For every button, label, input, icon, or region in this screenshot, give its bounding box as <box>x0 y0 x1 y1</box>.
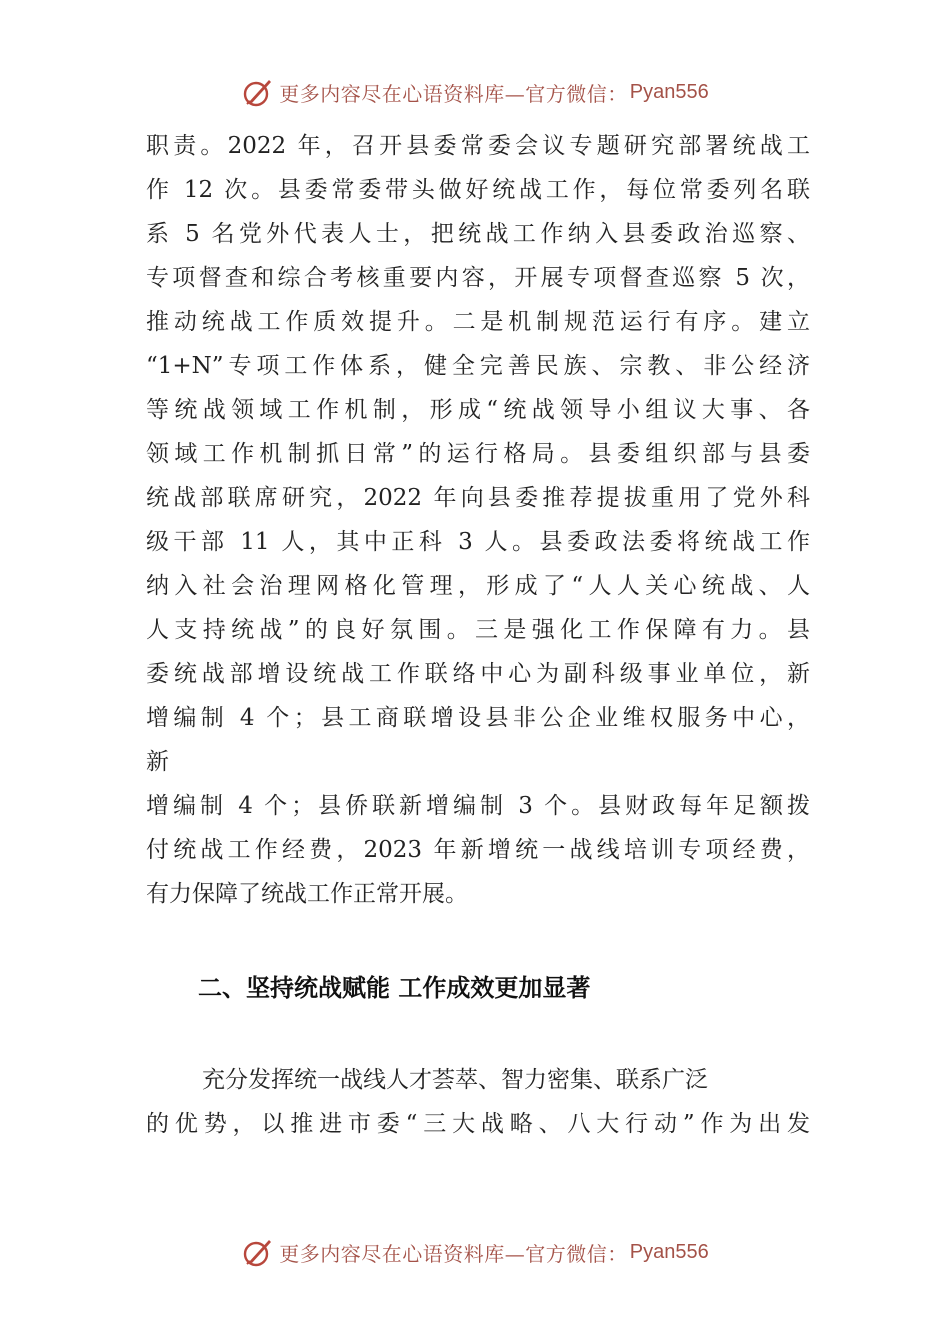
quill-pen-logo-icon <box>241 1235 275 1269</box>
quill-pen-logo-icon <box>241 75 275 109</box>
text-line: 系 5 名党外代表人士，把统战工作纳入县委政治巡察、 <box>146 221 810 247</box>
paragraph-continuation <box>146 124 810 916</box>
text-line: “1+N”专项工作体系，健全完善民族、宗教、非公经济 <box>146 353 810 379</box>
text-line: 职责。2022 年，召开县委常委会议专题研究部署统战工 <box>146 133 810 159</box>
text-line: 充分发挥统一战线人才荟萃、智力密集、联系广泛 <box>202 1067 708 1093</box>
text-line: 委统战部增设统战工作联络中心为副科级事业单位，新 <box>146 661 810 687</box>
text-line: 专项督查和综合考核重要内容，开展专项督查巡察 5 次， <box>146 265 810 291</box>
text-line: 的优势，以推进市委“三大战略、八大行动”作为出发 <box>146 1111 810 1137</box>
text-line: 人支持统战”的良好氛围。三是强化工作保障有力。县 <box>146 617 810 643</box>
text-line: 统战部联席研究，2022 年向县委推荐提拔重用了党外科 <box>146 485 810 511</box>
header-banner <box>0 72 950 112</box>
text-line: 作 12 次。县委常委带头做好统战工作，每位常委列名联 <box>146 177 810 203</box>
text-line: 领域工作机制抓日常”的运行格局。县委组织部与县委 <box>146 441 810 467</box>
text-line: 增编制 4 个；县工商联增设县非公企业维权服务中心， <box>146 705 810 731</box>
text-line: 纳入社会治理网格化管理，形成了“人人关心统战、人 <box>146 573 810 599</box>
text-line: 新 <box>146 749 169 775</box>
text-line: 级干部 11 人，其中正科 3 人。县委政法委将统战工作 <box>146 529 810 555</box>
text-line: 等统战领域工作机制，形成“统战领导小组议大事、各 <box>146 397 810 423</box>
banner-text: 更多内容尽在心语资料库—官方微信： <box>279 81 628 106</box>
banner-wechat-id: Pyan556 <box>629 80 709 103</box>
paragraph-section-two <box>146 1058 810 1146</box>
text-line: 增编制 4 个；县侨联新增编制 3 个。县财政每年足额拨 <box>146 793 810 819</box>
section-heading: 二、坚持统战赋能 工作成效更加显著 <box>198 974 591 1002</box>
text-line: 有力保障了统战工作正常开展。 <box>146 881 468 907</box>
text-line: 推动统战工作质效提升。二是机制规范运行有序。建立 <box>146 309 810 335</box>
footer-banner <box>0 1232 950 1272</box>
banner-wechat-id: Pyan556 <box>629 1240 709 1263</box>
banner-text: 更多内容尽在心语资料库—官方微信： <box>279 1241 628 1266</box>
text-line: 付统战工作经费，2023 年新增统一战线培训专项经费， <box>146 837 810 863</box>
